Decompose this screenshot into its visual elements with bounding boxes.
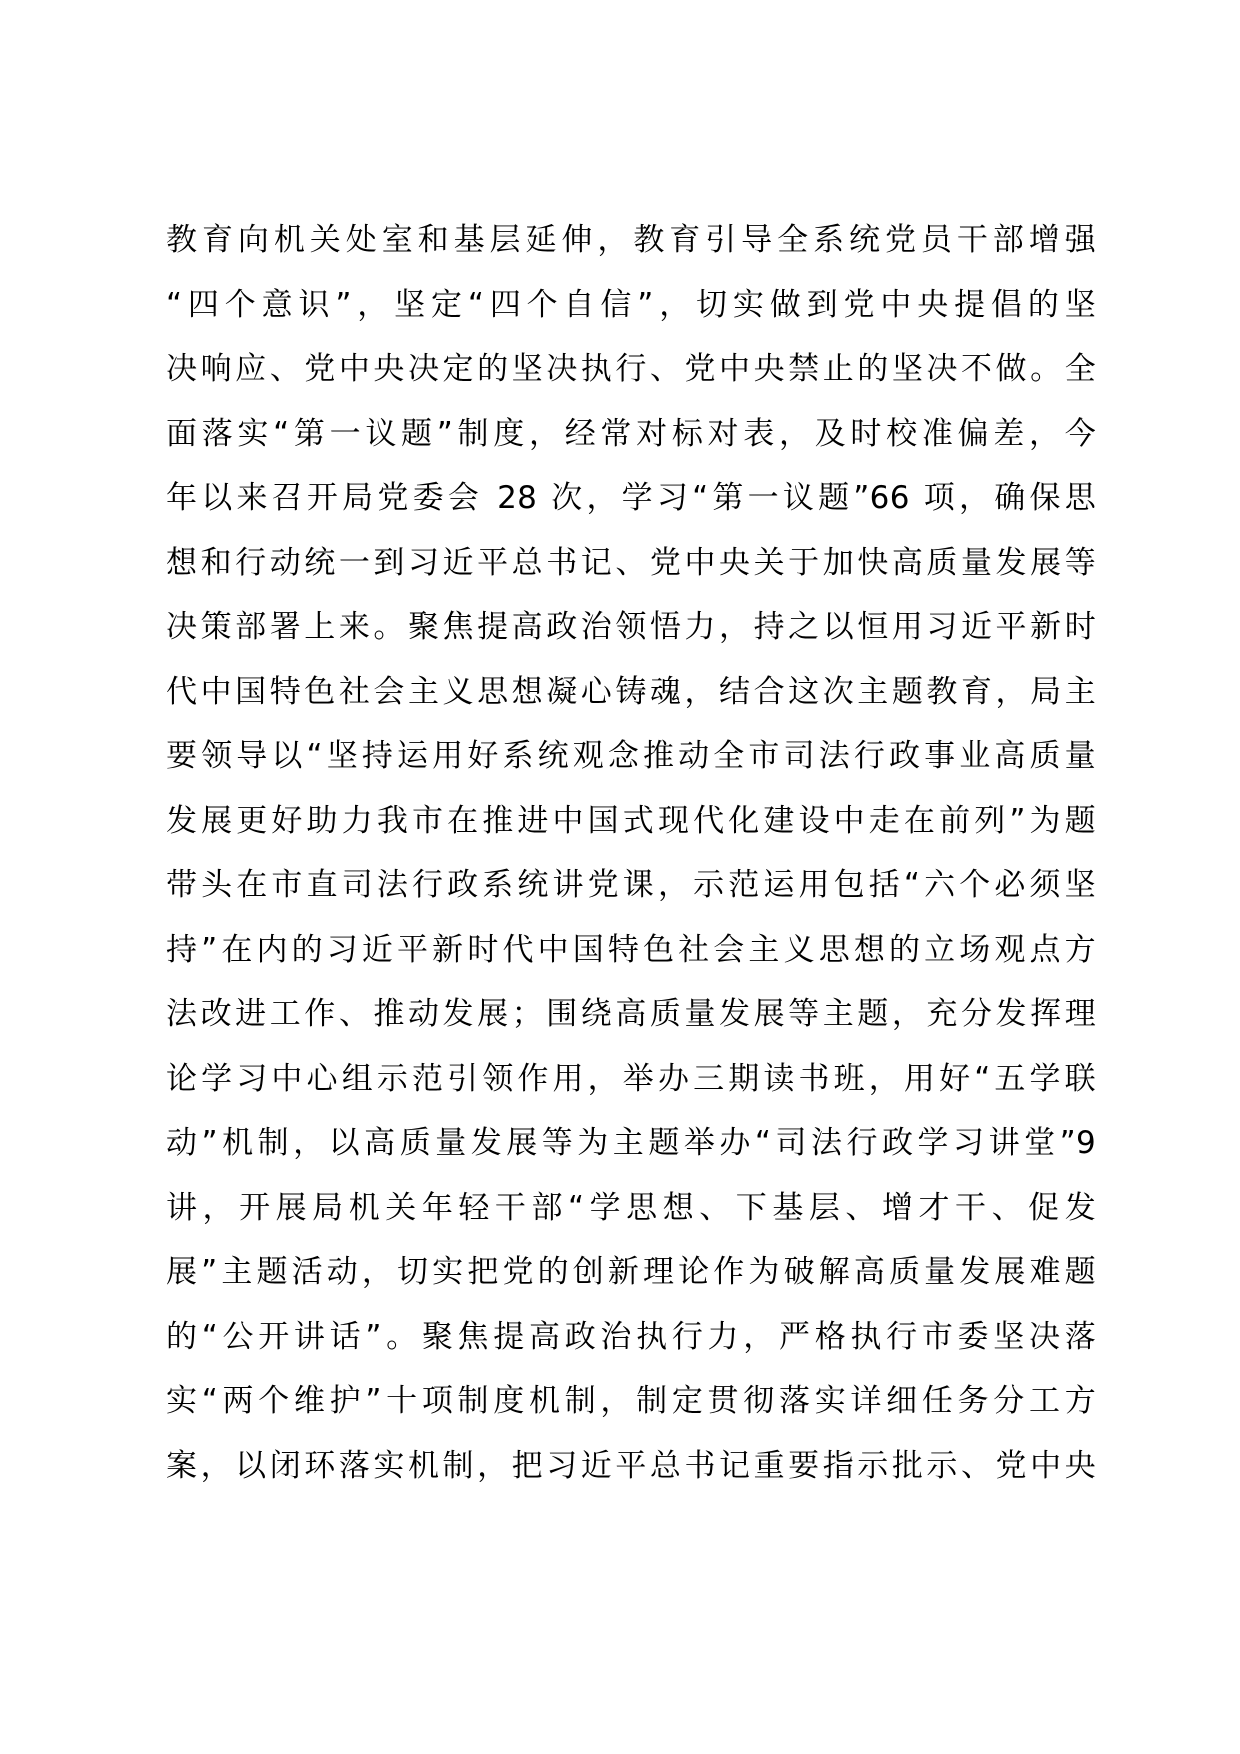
text-line: 面落实“第一议题”制度，经常对标对表，及时校准偏差，今 xyxy=(166,415,1096,452)
text-line: 想和行动统一到习近平总书记、党中央关于加快高质量发展等 xyxy=(166,544,1096,581)
text-line: 决响应、党中央决定的坚决执行、党中央禁止的坚决不做。全 xyxy=(166,351,1096,387)
text-line: 教育向机关处室和基层延伸，教育引导全系统党员干部增强 xyxy=(166,222,1096,258)
text-line: 展”主题活动，切实把党的创新理论作为破解高质量发展难题 xyxy=(166,1254,1096,1290)
text-line: 决策部署上来。聚焦提高政治领悟力，持之以恒用习近平新时 xyxy=(166,609,1096,645)
text-line: 法改进工作、推动发展；围绕高质量发展等主题，充分发挥理 xyxy=(166,996,1096,1032)
text-line: 年以来召开局党委会 28 次，学习“第一议题”66 项，确保思 xyxy=(166,480,1096,516)
text-line: 代中国特色社会主义思想凝心铸魂，结合这次主题教育，局主 xyxy=(166,673,1096,710)
text-line: “四个意识”，坚定“四个自信”，切实做到党中央提倡的坚 xyxy=(166,286,1096,323)
text-line: 案，以闭环落实机制，把习近平总书记重要指示批示、党中央 xyxy=(166,1447,1096,1484)
text-line: 论学习中心组示范引领作用，举办三期读书班，用好“五学联 xyxy=(166,1060,1096,1097)
text-line: 带头在市直司法行政系统讲党课，示范运用包括“六个必须坚 xyxy=(166,867,1096,903)
text-line: 发展更好助力我市在推进中国式现代化建设中走在前列”为题 xyxy=(166,802,1096,839)
text-line: 动”机制，以高质量发展等为主题举办“司法行政学习讲堂”9 xyxy=(166,1125,1096,1161)
text-line: 实“两个维护”十项制度机制，制定贯彻落实详细任务分工方 xyxy=(166,1383,1096,1419)
text-line: 要领导以“坚持运用好系统观念推动全市司法行政事业高质量 xyxy=(166,738,1096,774)
body-paragraph xyxy=(166,208,1096,1498)
text-line: 的“公开讲话”。聚焦提高政治执行力，严格执行市委坚决落 xyxy=(166,1318,1096,1355)
text-line: 持”在内的习近平新时代中国特色社会主义思想的立场观点方 xyxy=(166,931,1096,968)
text-line: 讲，开展局机关年轻干部“学思想、下基层、增才干、促发 xyxy=(166,1189,1096,1226)
